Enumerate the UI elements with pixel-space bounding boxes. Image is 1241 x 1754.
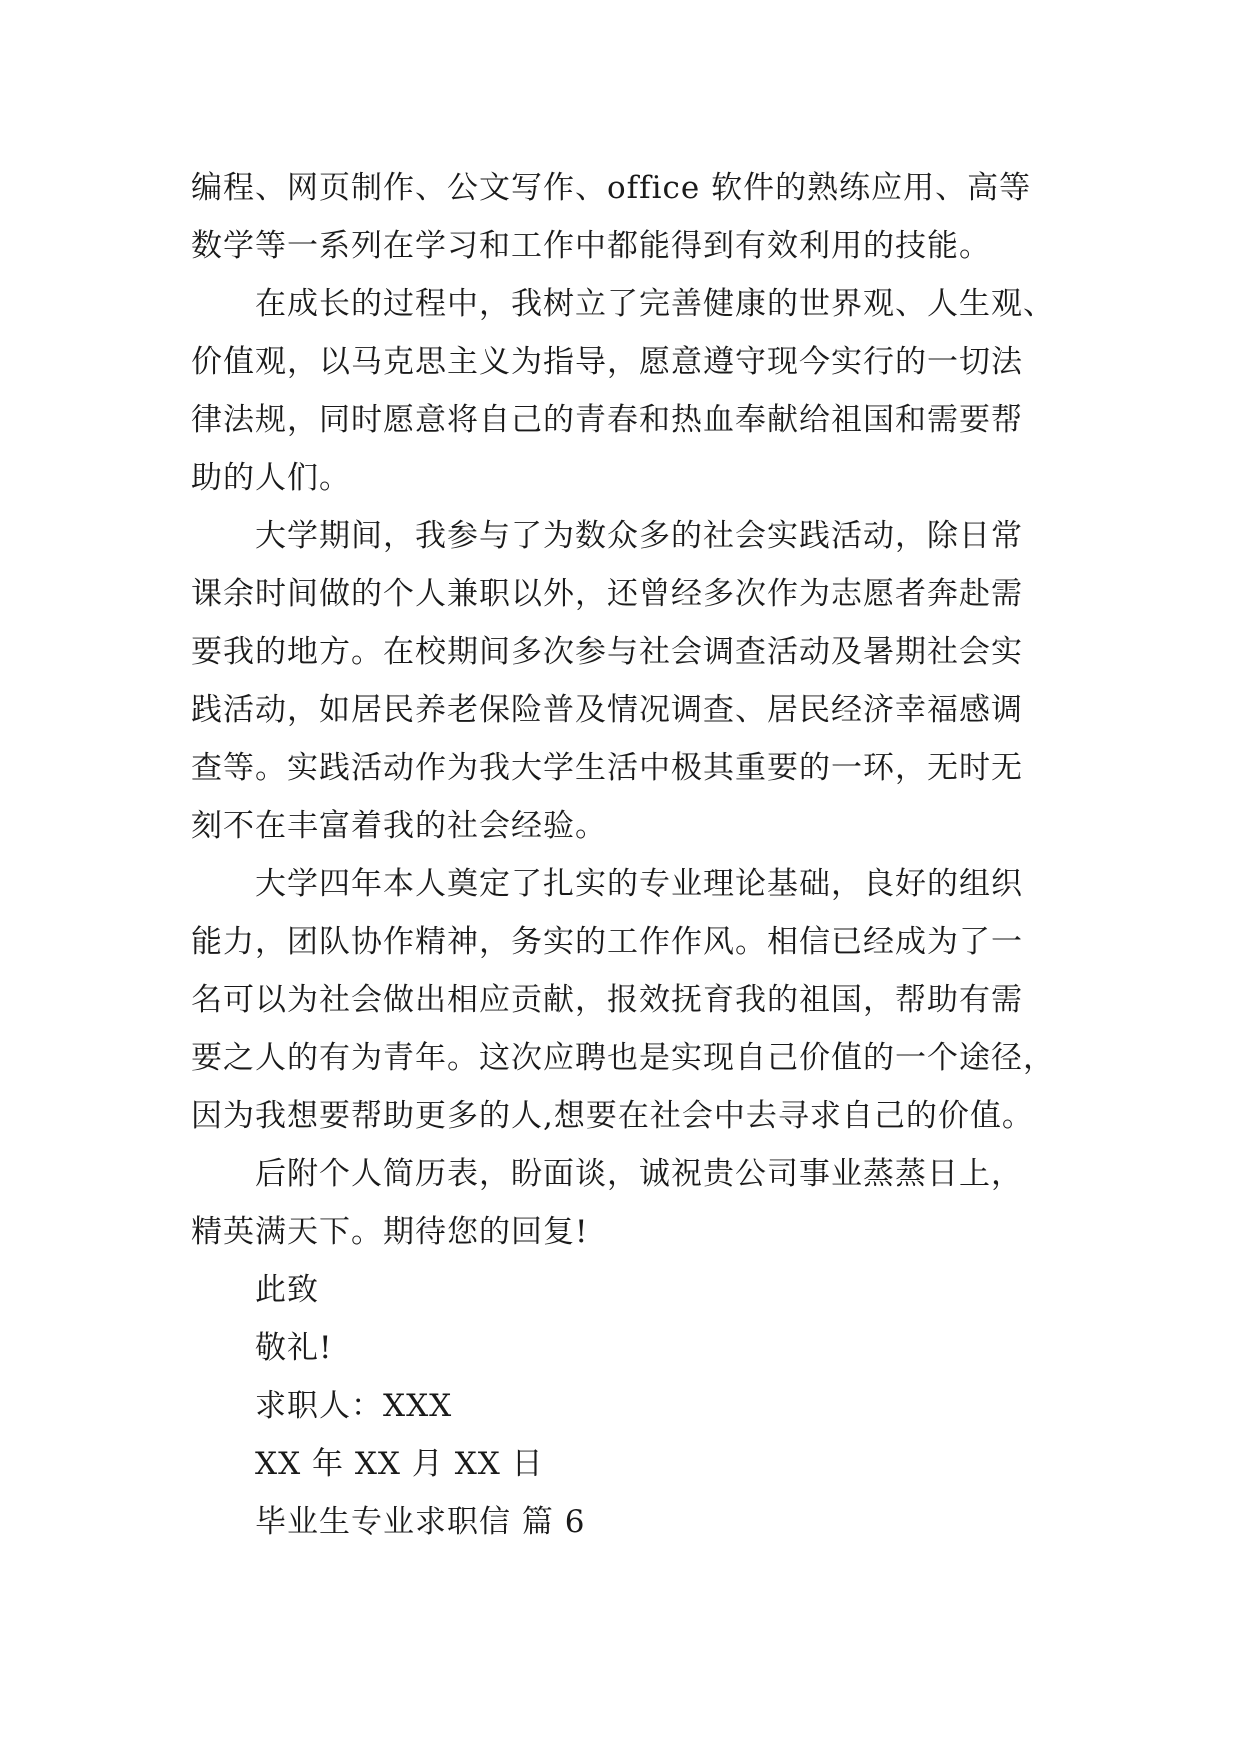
applicant-signature: 求职人：XXX bbox=[255, 1388, 453, 1424]
body-line: 能力，团队协作精神，务实的工作作风。相信已经成为了一 bbox=[191, 924, 1023, 960]
section-heading: 毕业生专业求职信 篇 6 bbox=[255, 1504, 586, 1540]
paragraph-start-line: 大学期间，我参与了为数众多的社会实践活动，除日常 bbox=[255, 518, 1023, 554]
body-line: 查等。实践活动作为我大学生活中极其重要的一环，无时无 bbox=[191, 750, 1023, 786]
body-line: 精英满天下。期待您的回复! bbox=[191, 1214, 589, 1250]
body-line: 编程、网页制作、公文写作、office 软件的熟练应用、高等 bbox=[191, 170, 1032, 206]
letter-body bbox=[191, 159, 1055, 1551]
body-line: 名可以为社会做出相应贡献，报效抚育我的祖国，帮助有需 bbox=[191, 982, 1023, 1018]
paragraph-start-line: 后附个人简历表，盼面谈，诚祝贵公司事业蒸蒸日上， bbox=[255, 1156, 1023, 1192]
letter-date: XX 年 XX 月 XX 日 bbox=[255, 1446, 544, 1482]
paragraph-start-line: 在成长的过程中，我树立了完善健康的世界观、人生观、 bbox=[255, 286, 1055, 322]
body-line: 课余时间做的个人兼职以外，还曾经多次作为志愿者奔赴需 bbox=[191, 576, 1023, 612]
paragraph-start-line: 大学四年本人奠定了扎实的专业理论基础，良好的组织 bbox=[255, 866, 1023, 902]
body-line: 因为我想要帮助更多的人,想要在社会中去寻求自己的价值。 bbox=[191, 1098, 1034, 1134]
body-line: 要我的地方。在校期间多次参与社会调查活动及暑期社会实 bbox=[191, 634, 1023, 670]
closing-regards: 敬礼! bbox=[255, 1330, 333, 1366]
body-line: 助的人们。 bbox=[191, 460, 351, 496]
body-line: 践活动，如居民养老保险普及情况调查、居民经济幸福感调 bbox=[191, 692, 1023, 728]
closing-salutation: 此致 bbox=[255, 1272, 319, 1308]
body-line: 数学等一系列在学习和工作中都能得到有效利用的技能。 bbox=[191, 228, 991, 264]
body-line: 要之人的有为青年。这次应聘也是实现自己价值的一个途径， bbox=[191, 1040, 1055, 1076]
body-line: 刻不在丰富着我的社会经验。 bbox=[191, 808, 607, 844]
body-line: 律法规，同时愿意将自己的青春和热血奉献给祖国和需要帮 bbox=[191, 402, 1023, 438]
body-line: 价值观，以马克思主义为指导，愿意遵守现今实行的一切法 bbox=[191, 344, 1023, 380]
